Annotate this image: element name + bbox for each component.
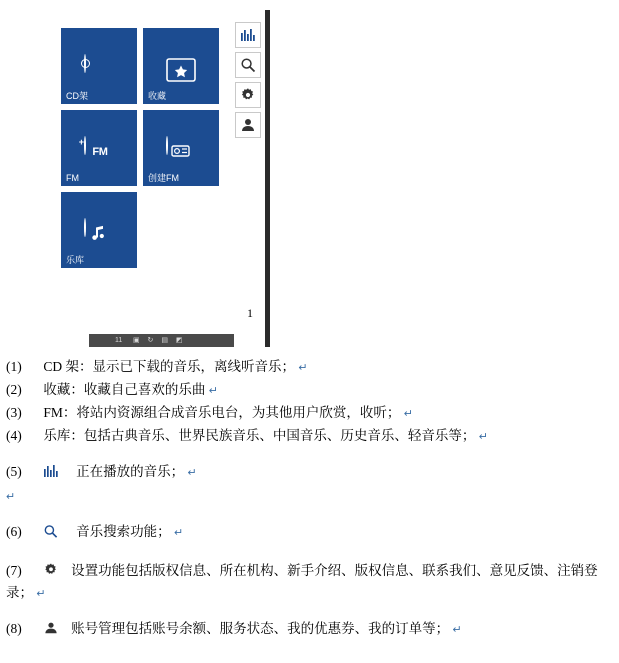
screenshot-top-strip [27, 0, 270, 10]
list-item-text: 收藏：收藏自己喜欢的乐曲 [43, 382, 206, 397]
tile-create-fm[interactable] [143, 110, 219, 186]
empty-paragraph-mark: ↵ [6, 491, 16, 503]
player-track-count: 11 [115, 337, 123, 344]
list-item-text: 账号管理包括账号余额、服务状态、我的优惠券、我的订单等； [71, 621, 450, 636]
search-icon [43, 524, 59, 538]
create-fm-icon [166, 137, 196, 167]
star-box-icon [166, 55, 196, 85]
pilcrow-mark: ↵ [298, 362, 308, 374]
tile-cd-rack[interactable] [61, 28, 137, 104]
side-toolbar [235, 22, 261, 142]
gear-icon [43, 563, 59, 577]
pilcrow-mark: ↵ [36, 588, 46, 600]
screenshot-frame [27, 0, 270, 347]
pilcrow-mark: ↵ [478, 431, 488, 443]
list-item-number: (2) [6, 382, 22, 397]
tile-label: 创建FM [148, 173, 179, 183]
fm-icon: FM + [78, 137, 108, 158]
pilcrow-mark: ↵ [403, 408, 413, 420]
tile-label: FM [66, 173, 79, 183]
app-screenshot-figure [27, 0, 275, 347]
player-bar[interactable] [89, 334, 234, 347]
list-item-text: CD 架：显示已下载的音乐，离线听音乐； [43, 359, 296, 374]
list-item-text: 乐库：包括古典音乐、世界民族音乐、中国音乐、历史音乐、轻音乐等； [43, 428, 476, 443]
equalizer-icon[interactable] [235, 22, 261, 48]
tile-label: 收藏 [148, 91, 167, 101]
list-item-number: (7) [6, 563, 22, 578]
list-item [6, 402, 613, 425]
description-list [6, 356, 613, 641]
pilcrow-mark: ↵ [208, 385, 218, 397]
list-item-number: (5) [6, 464, 22, 479]
cd-disc-icon [84, 55, 114, 85]
list-item-number: (3) [6, 405, 22, 420]
list-item [6, 560, 613, 605]
list-item-text: 正在播放的音乐； [76, 464, 185, 479]
list-item [6, 379, 613, 402]
figure-page-number: 1 [247, 306, 253, 320]
list-item-text: 设置功能包括版权信息、所在机构、新手介绍、版权信息、联系我们、意见反馈、注销登录； [6, 563, 598, 600]
list-item-number: (8) [6, 621, 22, 636]
equalizer-icon [43, 464, 59, 478]
list-item [6, 461, 613, 484]
list-item [6, 425, 613, 448]
tile-music-library[interactable] [61, 192, 137, 268]
tile-favorites[interactable] [143, 28, 219, 104]
list-item-number: (4) [6, 428, 22, 443]
user-icon[interactable] [235, 112, 261, 138]
music-note-icon [84, 219, 114, 249]
pilcrow-mark: ↵ [174, 527, 184, 539]
tile-label: CD架 [66, 91, 88, 101]
list-item-number: (1) [6, 359, 22, 374]
list-item-text: FM：将站内资源组合成音乐电台，为其他用户欣赏，收听； [43, 405, 401, 420]
list-item [6, 521, 613, 544]
list-item [6, 356, 613, 379]
tile-fm[interactable] [61, 110, 137, 186]
user-icon [43, 621, 59, 635]
list-item-text: 音乐搜索功能； [76, 524, 171, 539]
pilcrow-mark: ↵ [452, 624, 462, 636]
list-item-number: (6) [6, 524, 22, 539]
pilcrow-mark: ↵ [187, 467, 197, 479]
list-item [6, 618, 613, 641]
search-icon[interactable] [235, 52, 261, 78]
gear-icon[interactable] [235, 82, 261, 108]
player-bar-icons[interactable]: ▣ ↻ ▤ ◩ [133, 337, 186, 344]
tile-label: 乐库 [66, 255, 85, 265]
